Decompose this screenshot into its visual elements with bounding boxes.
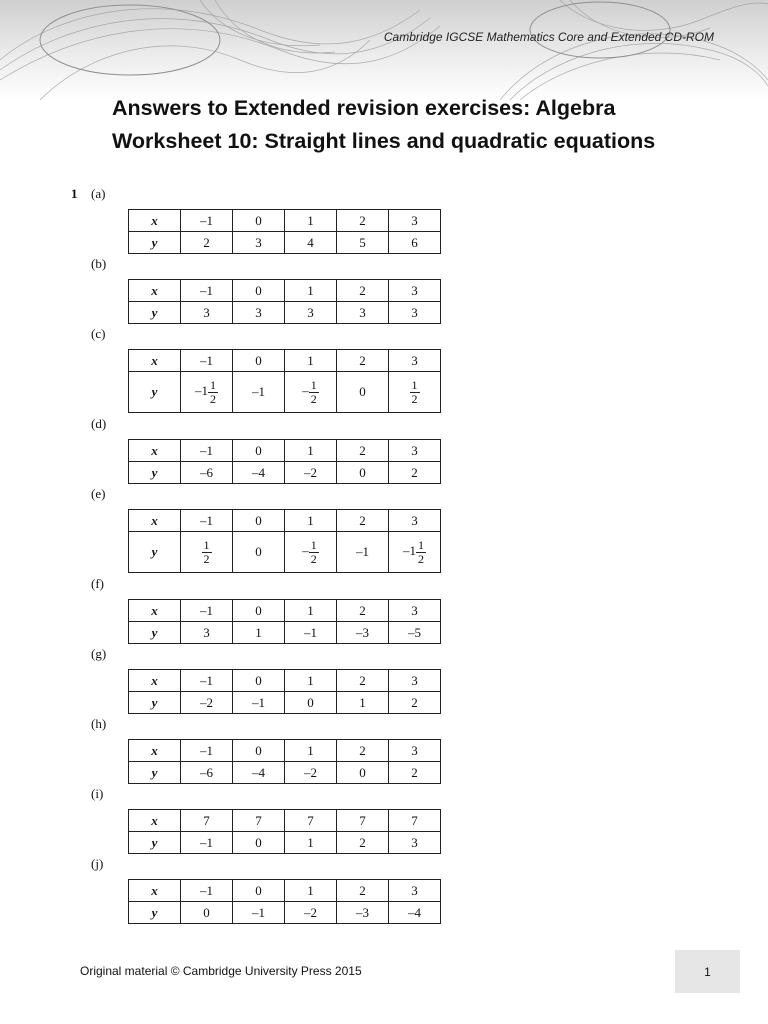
table-cell: 1 <box>285 832 337 854</box>
table-cell: 3 <box>285 302 337 324</box>
table-cell: 3 <box>233 232 285 254</box>
table-cell: –1 <box>181 350 233 372</box>
table-cell: 6 <box>389 232 441 254</box>
table-cell: 0 <box>337 462 389 484</box>
fraction-numerator: 1 <box>418 537 424 552</box>
table-cell: 1 <box>285 880 337 902</box>
fraction-denominator: 2 <box>310 551 317 566</box>
table-cell <box>389 372 441 413</box>
table-cell: 2 <box>389 692 441 714</box>
table-cell <box>181 372 233 413</box>
table-cell: 0 <box>233 350 285 372</box>
table-cell: –6 <box>181 462 233 484</box>
part-label: (g) <box>91 646 107 661</box>
question-number: 1 <box>71 186 78 201</box>
part-label: (a) <box>91 186 106 201</box>
table-cell <box>181 532 233 573</box>
table-cell: 2 <box>337 510 389 532</box>
fraction <box>202 539 212 565</box>
table-cell: –1 <box>181 280 233 302</box>
table-cell: 1 <box>285 350 337 372</box>
values-table <box>128 509 441 573</box>
fraction-prefix: – <box>302 382 309 398</box>
fraction-prefix: –1 <box>403 542 416 558</box>
table-cell: 2 <box>337 880 389 902</box>
table-cell: 0 <box>285 692 337 714</box>
table-row <box>129 810 441 832</box>
table-row <box>129 902 441 924</box>
row-header-x: x <box>129 510 181 532</box>
table-cell: 3 <box>389 670 441 692</box>
table-cell: 0 <box>233 600 285 622</box>
fraction-prefix: –1 <box>195 382 208 398</box>
table-row <box>129 832 441 854</box>
table-cell: –4 <box>389 902 441 924</box>
table-cell: –4 <box>233 462 285 484</box>
table-cell: 3 <box>389 280 441 302</box>
table-cell: 0 <box>233 510 285 532</box>
table-cell: 1 <box>285 440 337 462</box>
table-row <box>129 692 441 714</box>
table-cell: –1 <box>337 532 389 573</box>
table-cell: 3 <box>337 302 389 324</box>
table-cell: 2 <box>337 440 389 462</box>
page-subtitle: Worksheet 10: Straight lines and quadratic equations <box>112 129 656 153</box>
table-row <box>129 280 441 302</box>
row-header-x: x <box>129 880 181 902</box>
fraction <box>309 379 319 405</box>
cdrom-header: Cambridge IGCSE Mathematics Core and Extended CD-ROM <box>383 30 714 44</box>
decorative-swirl-graphic <box>0 0 768 100</box>
table-cell: –1 <box>181 440 233 462</box>
table-cell: –1 <box>181 510 233 532</box>
row-header-y: y <box>129 622 181 644</box>
table-cell: –4 <box>233 762 285 784</box>
table-cell: 0 <box>337 372 389 413</box>
table-cell: 0 <box>233 880 285 902</box>
table-cell: 2 <box>337 740 389 762</box>
table-cell <box>285 532 337 573</box>
table-cell: 2 <box>389 762 441 784</box>
table-row <box>129 210 441 232</box>
fraction-numerator: 1 <box>411 377 418 392</box>
values-table <box>128 599 441 644</box>
table-cell: 3 <box>389 880 441 902</box>
row-header-x: x <box>129 280 181 302</box>
table-cell: 2 <box>337 350 389 372</box>
table-cell: 2 <box>337 832 389 854</box>
fraction-numerator: 1 <box>310 537 317 552</box>
table-cell: 2 <box>337 280 389 302</box>
page-number-box <box>675 950 740 993</box>
part-label: (i) <box>91 786 104 801</box>
table-cell: 2 <box>389 462 441 484</box>
fraction-denominator: 2 <box>203 551 210 566</box>
fraction-numerator: 1 <box>210 377 216 392</box>
table-cell: –2 <box>285 762 337 784</box>
page-number: 1 <box>704 964 711 979</box>
table-cell: 2 <box>337 670 389 692</box>
row-header-x: x <box>129 440 181 462</box>
row-header-y: y <box>129 462 181 484</box>
table-cell: 1 <box>285 740 337 762</box>
table-row <box>129 622 441 644</box>
fraction <box>410 379 420 405</box>
values-table <box>128 739 441 784</box>
table-cell: 3 <box>389 600 441 622</box>
table-cell: 1 <box>285 280 337 302</box>
table-cell: –1 <box>181 210 233 232</box>
row-header-y: y <box>129 532 181 573</box>
table-cell: 0 <box>337 762 389 784</box>
table-cell: 0 <box>233 740 285 762</box>
table-row <box>129 462 441 484</box>
table-row <box>129 670 441 692</box>
row-header-y: y <box>129 692 181 714</box>
header-banner <box>0 0 768 100</box>
table-cell: 7 <box>389 810 441 832</box>
row-header-y: y <box>129 232 181 254</box>
table-cell: 0 <box>181 902 233 924</box>
table-row <box>129 232 441 254</box>
table-cell: 3 <box>389 740 441 762</box>
values-table <box>128 439 441 484</box>
table-cell: –1 <box>181 600 233 622</box>
table-cell: 3 <box>389 302 441 324</box>
fraction-denominator: 2 <box>418 551 424 566</box>
table-cell: 7 <box>233 810 285 832</box>
table-cell: –1 <box>233 372 285 413</box>
table-cell: 3 <box>389 510 441 532</box>
fraction <box>309 539 319 565</box>
table-cell: –1 <box>181 740 233 762</box>
row-header-y: y <box>129 832 181 854</box>
table-cell: 1 <box>337 692 389 714</box>
row-header-y: y <box>129 372 181 413</box>
copyright-notice: Original material © Cambridge University Press 2015 <box>80 964 362 978</box>
table-cell: –1 <box>233 692 285 714</box>
row-header-y: y <box>129 762 181 784</box>
table-cell <box>389 532 441 573</box>
part-label: (b) <box>91 256 107 271</box>
table-cell: –2 <box>285 902 337 924</box>
table-cell: –5 <box>389 622 441 644</box>
table-row <box>129 440 441 462</box>
table-cell: 4 <box>285 232 337 254</box>
table-cell: 0 <box>233 440 285 462</box>
row-header-y: y <box>129 302 181 324</box>
table-cell: –3 <box>337 622 389 644</box>
fraction-prefix: – <box>302 542 309 558</box>
fraction-denominator: 2 <box>310 391 317 406</box>
table-cell <box>285 372 337 413</box>
table-cell: 7 <box>181 810 233 832</box>
values-table <box>128 349 441 413</box>
part-label: (e) <box>91 486 106 501</box>
table-cell: 2 <box>181 232 233 254</box>
row-header-x: x <box>129 600 181 622</box>
fraction <box>208 379 218 405</box>
table-cell: 0 <box>233 832 285 854</box>
part-label: (c) <box>91 326 106 341</box>
page-title: Answers to Extended revision exercises: Algebra <box>112 96 616 120</box>
table-cell: 1 <box>285 600 337 622</box>
row-header-x: x <box>129 210 181 232</box>
table-cell: –1 <box>181 670 233 692</box>
values-table <box>128 879 441 924</box>
part-label: (d) <box>91 416 107 431</box>
fraction-denominator: 2 <box>210 391 216 406</box>
part-label: (h) <box>91 716 107 731</box>
table-row <box>129 372 441 413</box>
values-table <box>128 669 441 714</box>
table-cell: 3 <box>181 622 233 644</box>
table-row <box>129 532 441 573</box>
table-cell: 3 <box>181 302 233 324</box>
table-cell: 3 <box>389 440 441 462</box>
table-cell: 7 <box>337 810 389 832</box>
row-header-x: x <box>129 670 181 692</box>
table-cell: 7 <box>285 810 337 832</box>
table-cell: 3 <box>389 832 441 854</box>
table-cell: 2 <box>337 210 389 232</box>
part-label: (f) <box>91 576 104 591</box>
table-cell: –6 <box>181 762 233 784</box>
table-cell: –1 <box>181 880 233 902</box>
table-cell: 0 <box>233 280 285 302</box>
table-cell: –3 <box>337 902 389 924</box>
table-cell: 1 <box>233 622 285 644</box>
table-row <box>129 740 441 762</box>
table-cell: 1 <box>285 210 337 232</box>
table-cell: 2 <box>337 600 389 622</box>
table-cell: 3 <box>389 210 441 232</box>
table-row <box>129 302 441 324</box>
row-header-x: x <box>129 810 181 832</box>
table-cell: –2 <box>285 462 337 484</box>
table-cell: 3 <box>233 302 285 324</box>
table-cell: –1 <box>233 902 285 924</box>
table-cell: –1 <box>285 622 337 644</box>
table-row <box>129 600 441 622</box>
table-cell: 1 <box>285 510 337 532</box>
table-cell: 1 <box>285 670 337 692</box>
table-cell: 5 <box>337 232 389 254</box>
table-cell: 0 <box>233 670 285 692</box>
table-row <box>129 350 441 372</box>
table-cell: –2 <box>181 692 233 714</box>
part-label: (j) <box>91 856 104 871</box>
fraction-numerator: 1 <box>203 537 210 552</box>
row-header-x: x <box>129 740 181 762</box>
table-row <box>129 762 441 784</box>
values-table <box>128 209 441 254</box>
fraction-numerator: 1 <box>310 377 317 392</box>
row-header-x: x <box>129 350 181 372</box>
table-cell: 0 <box>233 532 285 573</box>
table-row <box>129 510 441 532</box>
values-table <box>128 809 441 854</box>
values-table <box>128 279 441 324</box>
fraction <box>416 539 426 565</box>
table-row <box>129 880 441 902</box>
fraction-denominator: 2 <box>411 391 418 406</box>
table-cell: –1 <box>181 832 233 854</box>
row-header-y: y <box>129 902 181 924</box>
table-cell: 3 <box>389 350 441 372</box>
table-cell: 0 <box>233 210 285 232</box>
